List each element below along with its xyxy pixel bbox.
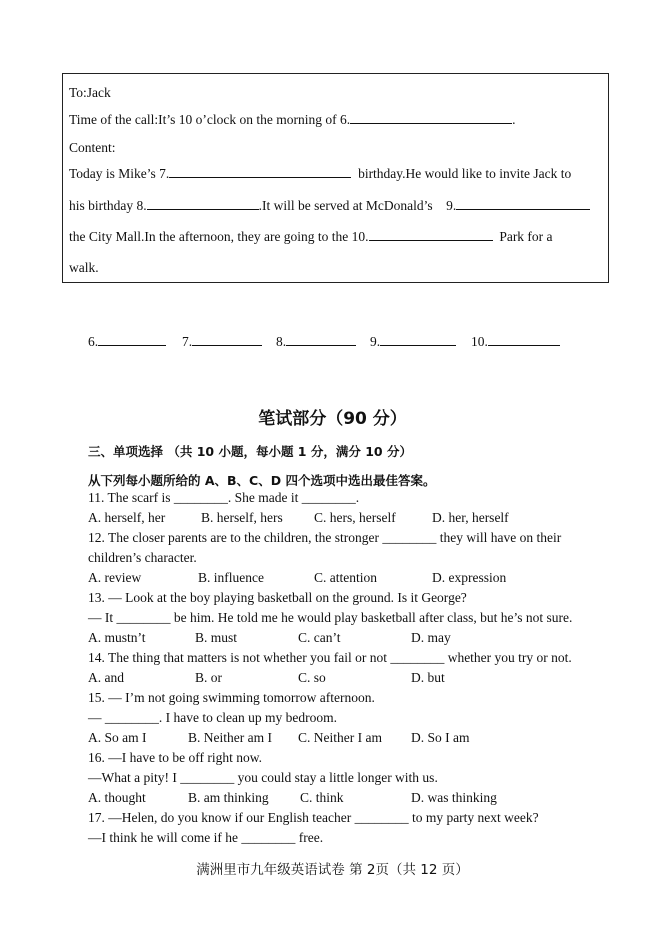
option-13-c[interactable]: C. can’t: [298, 630, 341, 645]
blank-8: [147, 198, 259, 210]
memo-l3-prefix: the City Mall.In the afternoon, they are going to the 10.: [69, 229, 369, 244]
memo-content-label: Content:: [69, 140, 116, 155]
answer-9: [370, 334, 456, 350]
blank-6: [350, 112, 512, 124]
memo-l2-num: 9.: [446, 198, 457, 213]
answer-8-blank[interactable]: [286, 334, 356, 346]
footer-text: 满洲里市九年级英语试卷 第 2页（共 12 页）: [196, 862, 469, 878]
page-footer: [0, 858, 665, 878]
question-16: 16. —I have to be off right now.: [88, 750, 262, 765]
blank-7: [169, 166, 351, 178]
answer-9-blank[interactable]: [380, 334, 456, 346]
option-16-d[interactable]: D. was thinking: [411, 790, 497, 805]
option-16-b[interactable]: B. am thinking: [188, 790, 269, 805]
option-16-c[interactable]: C. think: [300, 790, 344, 805]
memo-time-prefix: Time of the call:It’s 10 o’clock on the morning of 6.: [69, 112, 351, 127]
memo-line-1: [69, 166, 571, 182]
answer-6-blank[interactable]: [98, 334, 166, 346]
question-13-cont: — It ________ be him. He told me he would play basketball after class, but he’s not sure.: [88, 610, 573, 625]
option-11-b[interactable]: B. herself, hers: [201, 510, 283, 525]
option-16-a[interactable]: A. thought: [88, 790, 146, 805]
answer-10-label: 10.: [471, 334, 488, 349]
question-15: 15. — I’m not going swimming tomorrow afternoon.: [88, 690, 375, 705]
question-11: 11. The scarf is ________. She made it ________.: [88, 490, 360, 505]
option-11-d[interactable]: D. her, herself: [432, 510, 509, 525]
instruction: 从下列每小题所给的 A、B、C、D 四个选项中选出最佳答案。: [88, 473, 436, 488]
option-14-c[interactable]: C. so: [298, 670, 326, 685]
option-15-c[interactable]: C. Neither I am: [298, 730, 382, 745]
memo-l2-prefix: his birthday 8.: [69, 198, 147, 213]
memo-line-2: [69, 198, 590, 214]
answer-10-blank[interactable]: [488, 334, 560, 346]
option-15-d[interactable]: D. So I am: [411, 730, 470, 745]
answer-8: [276, 334, 356, 350]
option-14-a[interactable]: A. and: [88, 670, 124, 685]
memo-time-line: [69, 112, 515, 128]
phone-message-box: [62, 73, 609, 283]
answer-10: [471, 334, 560, 350]
answer-7: [182, 334, 262, 350]
option-15-a[interactable]: A. So am I: [88, 730, 147, 745]
blank-9: [456, 198, 590, 210]
answer-7-label: 7.: [182, 334, 193, 349]
blank-10: [369, 229, 493, 241]
option-14-d[interactable]: D. but: [411, 670, 445, 685]
option-13-a[interactable]: A. mustn’t: [88, 630, 146, 645]
question-14: 14. The thing that matters is not whether you fail or not ________ whether you try or not.: [88, 650, 572, 665]
option-12-c[interactable]: C. attention: [314, 570, 377, 585]
answer-9-label: 9.: [370, 334, 381, 349]
question-17: 17. —Helen, do you know if our English teacher ________ to my party next week?: [88, 810, 539, 825]
subsection-heading: 三、单项选择 （共 10 小题，每小题 1 分，满分 10 分）: [88, 444, 412, 459]
question-15-cont: — ________. I have to clean up my bedroom.: [88, 710, 337, 725]
option-11-a[interactable]: A. herself, her: [88, 510, 166, 525]
answer-8-label: 8.: [276, 334, 287, 349]
option-14-b[interactable]: B. or: [195, 670, 222, 685]
memo-line-4: walk.: [69, 260, 99, 275]
memo-l3-suffix: Park for a: [499, 229, 553, 244]
question-17-cont: —I think he will come if he ________ free.: [88, 830, 324, 845]
option-12-d[interactable]: D. expression: [432, 570, 507, 585]
option-11-c[interactable]: C. hers, herself: [314, 510, 396, 525]
option-12-b[interactable]: B. influence: [198, 570, 264, 585]
section-title: 笔试部分（90 分）: [258, 409, 407, 429]
memo-line-3: [69, 229, 553, 245]
memo-to: To:Jack: [69, 85, 111, 100]
answer-6: [88, 334, 166, 350]
option-13-b[interactable]: B. must: [195, 630, 238, 645]
question-16-cont: —What a pity! I ________ you could stay a little longer with us.: [88, 770, 438, 785]
memo-l1-prefix: Today is Mike’s 7.: [69, 166, 170, 181]
answer-6-label: 6.: [88, 334, 99, 349]
memo-l1-suffix: birthday.He would like to invite Jack to: [358, 166, 572, 181]
option-13-d[interactable]: D. may: [411, 630, 451, 645]
question-13: 13. — Look at the boy playing basketball on the ground. Is it George?: [88, 590, 467, 605]
option-15-b[interactable]: B. Neither am I: [188, 730, 272, 745]
question-12-cont: children’s character.: [88, 550, 197, 565]
option-12-a[interactable]: A. review: [88, 570, 142, 585]
memo-l2-mid: .It will be served at McDonald’s: [258, 198, 433, 213]
answer-7-blank[interactable]: [192, 334, 262, 346]
memo-time-suffix: .: [512, 112, 516, 127]
question-12: 12. The closer parents are to the children, the stronger ________ they will have on their: [88, 530, 562, 545]
